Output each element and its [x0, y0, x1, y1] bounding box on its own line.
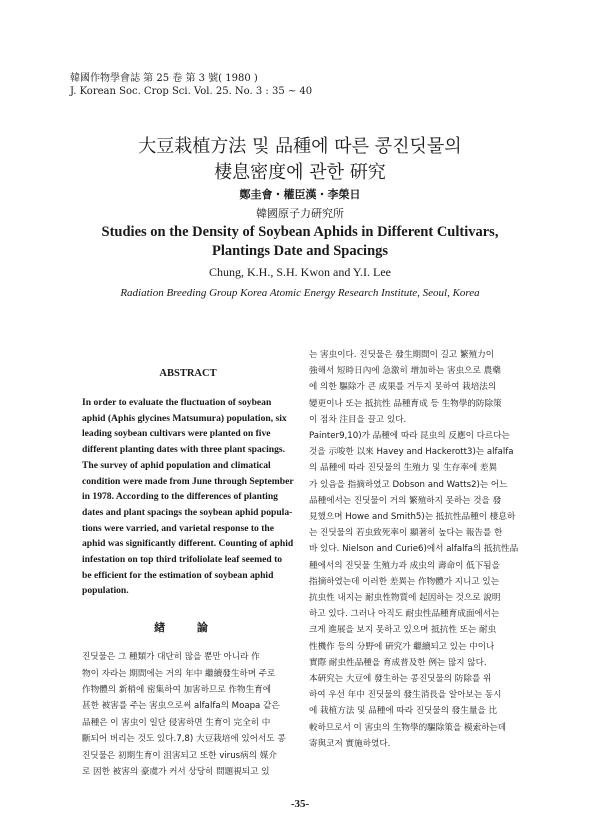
intro-line: 甚한 被害를 주는 害虫으로써 alfalfa의 Moapa 같은: [82, 701, 280, 712]
intro-line: 種에서의 진딧물 生殖力과 成虫의 壽命이 低下됨을: [309, 560, 500, 571]
authors-en: Chung, K.H., S.H. Kwon and Y.I. Lee: [209, 265, 391, 279]
intro-line: 진딧물은 初期生育이 沮害되고 또한 virus病의 媒介: [82, 750, 277, 761]
abstract-line: In order to evaluate the fluctuation of soybean: [82, 397, 272, 408]
intro-line: 크게 進展을 보지 못하고 있으며 抵抗性 또는 耐虫: [309, 625, 497, 636]
intro-line: 較하므로서 이 害虫의 生物學的驅除策을 模索하는데: [309, 722, 507, 733]
intro-line: 品種은 이 害虫이 일단 侵害하면 生育이 完全히 中: [82, 717, 271, 728]
journal-citation-en: J. Korean Soc. Crop Sci. Vol. 25. No. 3 : 35 ~ 40: [70, 86, 313, 97]
abstract-line: tions were varried, and varietal response to the: [82, 522, 275, 534]
intro-line: 實際 耐虫性品種을 育成普及한 例는 많지 않다.: [309, 657, 487, 668]
authors-ko: 鄭圭會・權臣漢・李榮日: [239, 188, 361, 201]
institution-ko: 韓國原子力硏究所: [256, 207, 344, 220]
intro-line: 진딧물은 그 種類가 대단히 많을 뿐만 아니라 作: [82, 652, 260, 663]
intro-line: 變更이나 또는 抵抗性 品種育成 등 生物學的防除策: [309, 398, 502, 409]
page-number: -35-: [290, 798, 310, 810]
abstract-line: condition were made from June through September: [82, 475, 294, 487]
intro-line: 斷되어 버리는 것도 있다.7,8) 大豆栽培에 있어서도 콩: [82, 734, 286, 745]
journal-citation-ko: 韓國作物學會誌 第 25 卷 第 3 號( 1980 ): [70, 73, 258, 84]
title-en-line1: Studies on the Density of Soybean Aphids in Different Cultivars,: [101, 224, 499, 240]
intro-line: 寄與코저 實施하였다.: [309, 738, 391, 749]
abstract-line: population.: [82, 585, 129, 597]
journal-citation: [70, 72, 312, 98]
intro-line: 抗虫性 내지는 耐虫性物質에 起因하는 것으로 說明: [309, 593, 501, 604]
intro-line: 바 있다. Nielson and Curie6)에서 alfalfa의 抵抗性品: [309, 544, 519, 555]
intro-line: 物이 자라는 期間에는 거의 年中 繼續發生하며 주로: [82, 668, 276, 679]
intro-line: 가 있음을 指摘하였고 Dobson and Watts2)는 어느: [309, 479, 508, 490]
left-column: [82, 368, 294, 780]
abstract-line: be efficient for the estimation of soybean aphid: [82, 569, 274, 581]
intro-line: 로 因한 被害의 豪虞가 커서 상당히 問題視되고 있: [82, 766, 270, 777]
intro-line: 하여 우선 年中 진딧물의 發生消長을 알아보는 동시: [309, 690, 502, 701]
intro-line: 하고 있다. 그러나 아직도 耐虫性品種育成面에서는: [309, 609, 500, 620]
right-column: [309, 347, 535, 752]
title-en-line2: Plantings Date and Spacings: [211, 243, 389, 259]
abstract-line: different planting dates with three plant spacings.: [82, 444, 285, 456]
intro-line: 에 栽植方法 및 品種에 따라 진딧물의 發生量을 比: [309, 706, 498, 717]
intro-line: 이 점차 注目을 끌고 있다.: [309, 414, 407, 425]
intro-line: 指摘하였는데 이러한 差異는 作物體가 지니고 있는: [309, 576, 500, 587]
intro-line: 에 의한 驅除가 큰 成果를 거두지 못하여 栽培法의: [309, 382, 497, 393]
title-ko-line2: 棲息密度에 관한 硏究: [214, 162, 386, 183]
abstract-body: [82, 395, 294, 599]
abstract-line: aphid was significantly different. Counting of aphid: [82, 538, 294, 550]
abstract-line: dates and plant spacings the soybean aphid popula-: [82, 506, 293, 518]
intro-line: 見했으며 Howe and Smith5)는 抵抗性品種이 棲息하: [309, 512, 516, 523]
intro-line: 本硏究는 大豆에 發生하는 콩진딧물의 防除를 위: [309, 674, 492, 685]
abstract-heading: ABSTRACT: [159, 368, 217, 379]
intro-line: 것을 示唆한 以來 Havey and Hackerott3)는 alfalfa: [309, 447, 514, 458]
intro-line: 의 品種에 따라 진딧물의 生殖力 및 生存率에 差異: [309, 463, 498, 474]
intro-line: 는 진딧물의 若虫致死率이 顯著히 높다는 報告를 한: [309, 528, 503, 539]
intro-line: 強해서 短時日內에 急激히 增加하는 害虫으로 農藥: [309, 366, 501, 377]
intro-heading: 緖 論: [154, 621, 222, 635]
abstract-line: leading soybean cultivars were planted on five: [82, 428, 271, 440]
abstract-line: The survey of aphid population and climatical: [82, 459, 271, 471]
abstract-line: in 1978. According to the differences of planting: [82, 491, 278, 503]
intro-left-body: [82, 649, 294, 780]
title-ko-line1: 大豆栽植方法 및 品種에 따른 콩진딧물의: [138, 136, 462, 157]
abstract-line: infestation on top third trifoliolate leaf seemed to: [82, 554, 283, 566]
institution-en: Radiation Breeding Group Korea Atomic Energy Research Institute, Seoul, Korea: [120, 287, 480, 299]
intro-line: Painter9,10)가 品種에 따라 昆虫의 反應이 다르다는: [309, 431, 510, 442]
abstract-line: aphid (Aphis glycines Matsumura) population, six: [82, 412, 287, 424]
intro-line: 性機作 등의 分野에 硏究가 繼續되고 있는 中이나: [309, 641, 495, 652]
intro-line: 作物體의 新梢에 密集하여 加害하므로 作物生育에: [82, 684, 272, 695]
intro-line: 는 害虫이다. 진딧물은 發生期間이 길고 繁殖力이: [309, 350, 495, 360]
intro-line: 品種에서는 진딧물이 거의 繁殖하지 못하는 것을 發: [309, 495, 502, 506]
